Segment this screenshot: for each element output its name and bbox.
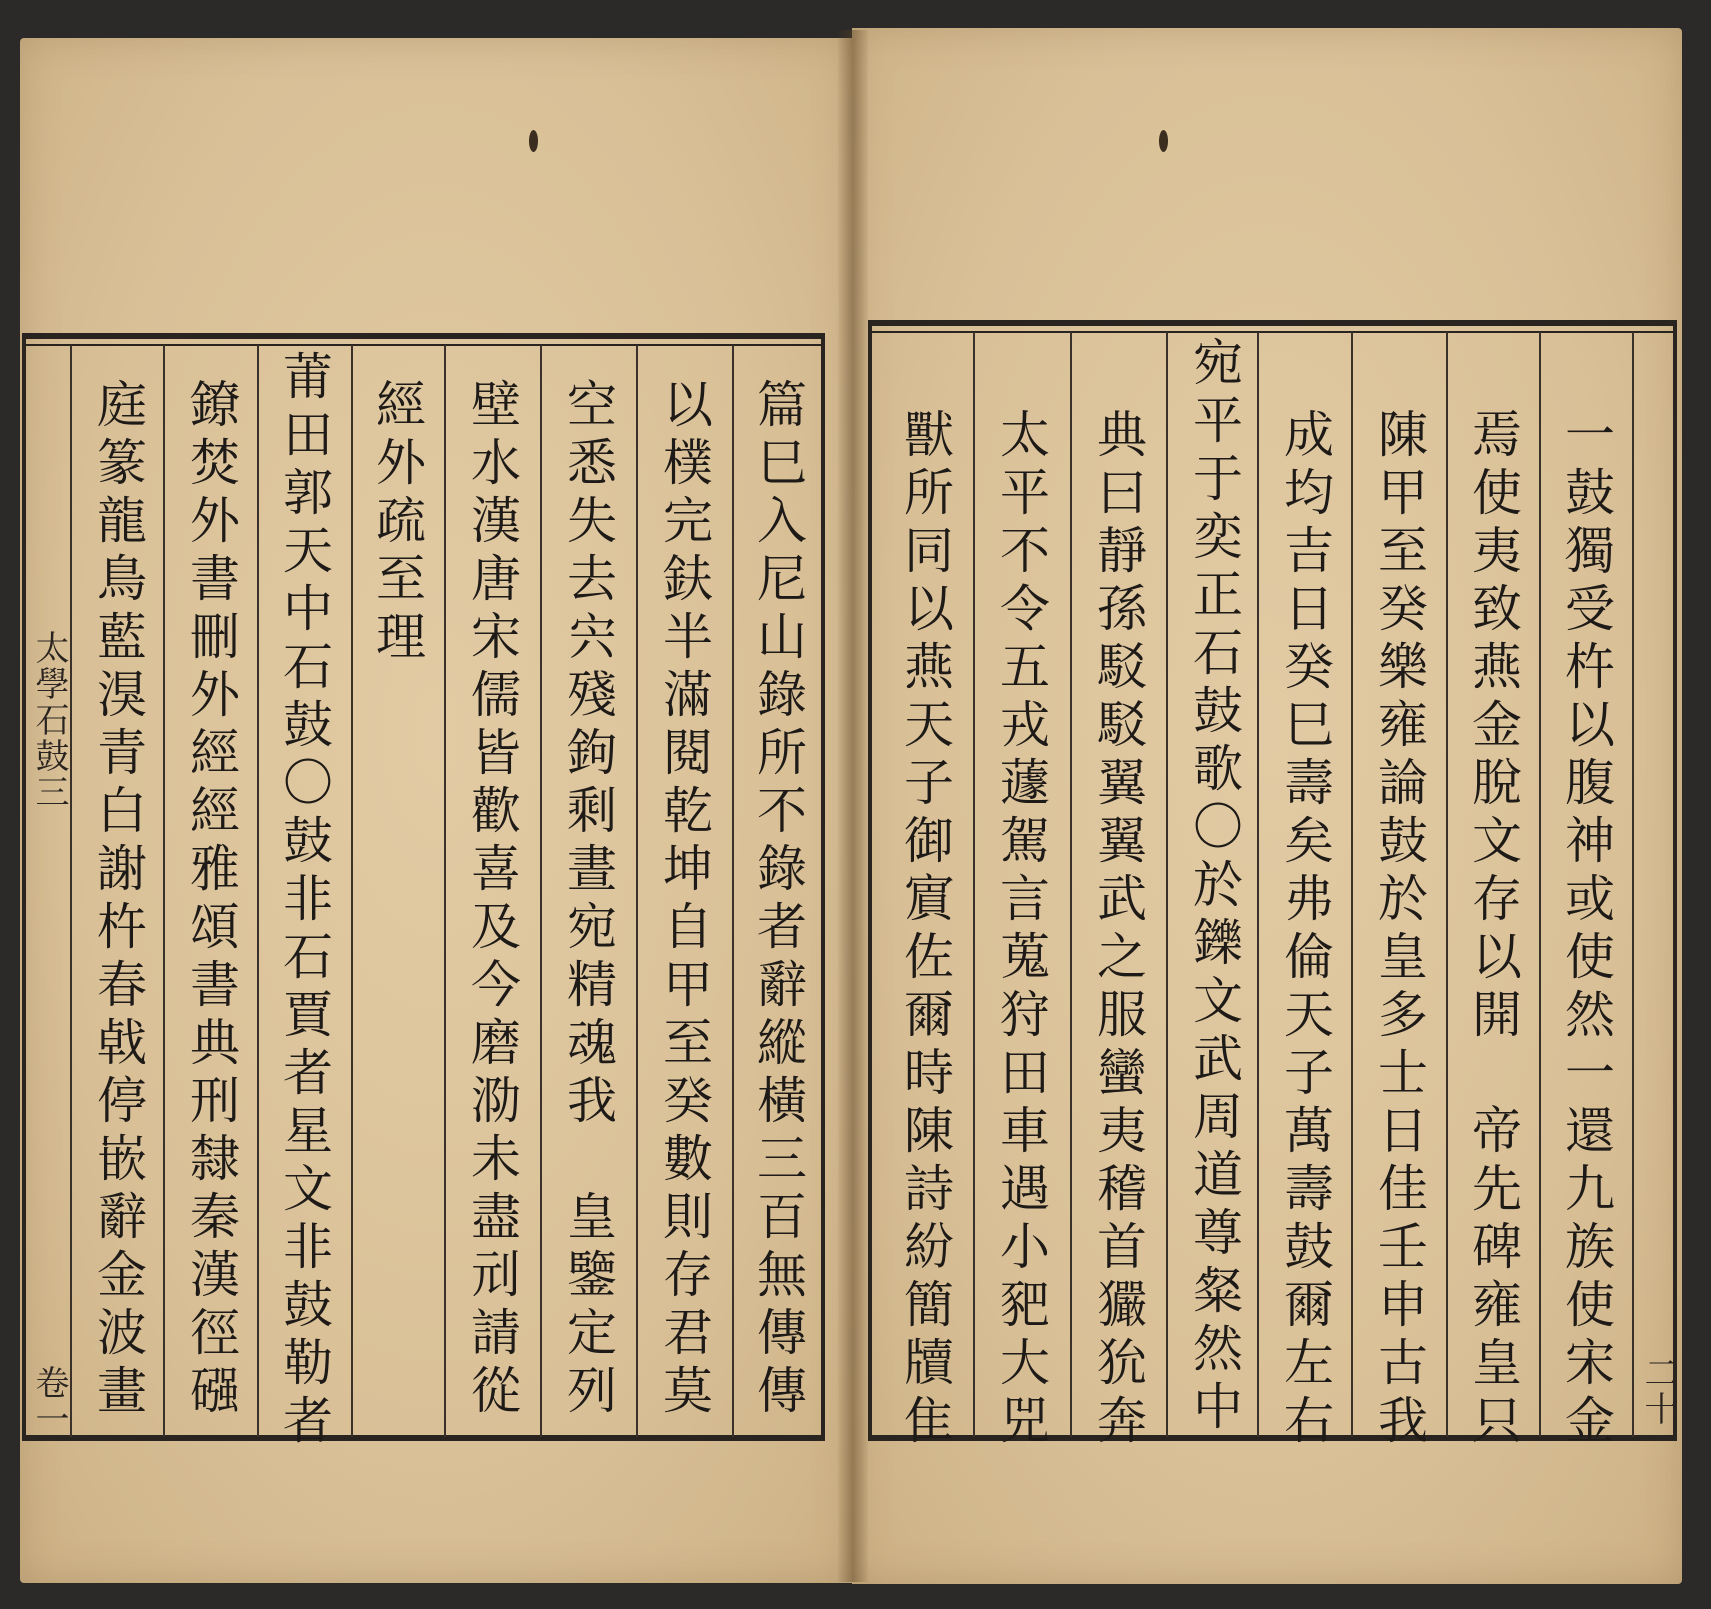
column-divider — [1070, 332, 1072, 1437]
right-text-column-2: 焉使夷致燕金脫文存以開 帝先碑雍皇只 — [1464, 408, 1522, 1452]
left-frame-inner-rule — [22, 344, 825, 346]
column-divider — [1632, 332, 1634, 1437]
column-divider — [257, 345, 259, 1437]
left-text-column-2: 以樸完鈇半滿閱乾坤自甲至癸數則存君莫 — [655, 378, 713, 1422]
side-margin-volume: 卷一 — [29, 1365, 69, 1437]
column-divider — [351, 345, 353, 1437]
right-frame-inner-rule — [868, 331, 1677, 333]
left-text-column-6: 莆田郭天中石鼓〇鼓非石賈者星文非鼓勒者 — [275, 350, 333, 1452]
right-text-column-1: 一鼓獨受杵以腹神或使然一還九族使宋金 — [1557, 408, 1615, 1452]
right-text-column-7: 太平不令五戎蘧駕言蒐狩田車遇小豝大兕 — [992, 408, 1050, 1452]
left-text-column-1: 篇巳入尼山錄所不錄者辭縱橫三百無傳傳 — [749, 378, 807, 1422]
column-divider — [444, 345, 446, 1437]
binding-gutter — [838, 30, 868, 1582]
left-text-column-3: 空悉失去宍殘鉤剩晝宛精魂我 皇鑒定列 — [559, 378, 617, 1422]
left-text-column-7: 鐐焚外書刪外經經雅頌書典刑隸秦漢徑䃨 — [182, 378, 240, 1422]
right-text-column-3: 陳甲至癸樂雍論鼓於皇多士日佳壬申古我 — [1370, 408, 1428, 1452]
binding-hole-right — [1159, 130, 1168, 152]
left-text-column-4: 壁水漢唐宋儒皆歡喜及今磨泐未盡刓請從 — [463, 378, 521, 1422]
right-text-column-5: 宛平于奕正石鼓歌〇於鑠文武周道尊粲然中 — [1185, 336, 1243, 1438]
column-divider — [70, 345, 72, 1437]
column-divider — [1257, 332, 1259, 1437]
right-text-column-6: 典曰靜孫駁駁翼翼武之服蠻夷稽首玁狁奔 — [1089, 408, 1147, 1452]
left-text-column-8: 庭篆龍鳥藍湨青白謝杵春㦸停嵌辭金波畫 — [89, 378, 147, 1422]
column-divider — [540, 345, 542, 1437]
binding-hole-left — [529, 130, 538, 152]
column-divider — [732, 345, 734, 1437]
column-divider — [1166, 332, 1168, 1437]
column-divider — [973, 332, 975, 1437]
column-divider — [1351, 332, 1353, 1437]
column-divider — [1539, 332, 1541, 1437]
right-text-column-8: 獸所同以燕天子御賔佐爾時陳詩紛簡牘隹 — [896, 408, 954, 1452]
page-number: 二十 — [1638, 1355, 1678, 1427]
column-divider — [636, 345, 638, 1437]
left-text-column-5: 經外疏至理 — [368, 378, 426, 668]
right-text-column-4: 成均吉日癸巳壽矣弗倫天子萬壽鼓爾左右 — [1276, 408, 1334, 1452]
side-margin-title: 太學石鼓三 — [29, 630, 69, 810]
column-divider — [1446, 332, 1448, 1437]
right-page-frame — [868, 320, 1677, 1441]
column-divider — [163, 345, 165, 1437]
